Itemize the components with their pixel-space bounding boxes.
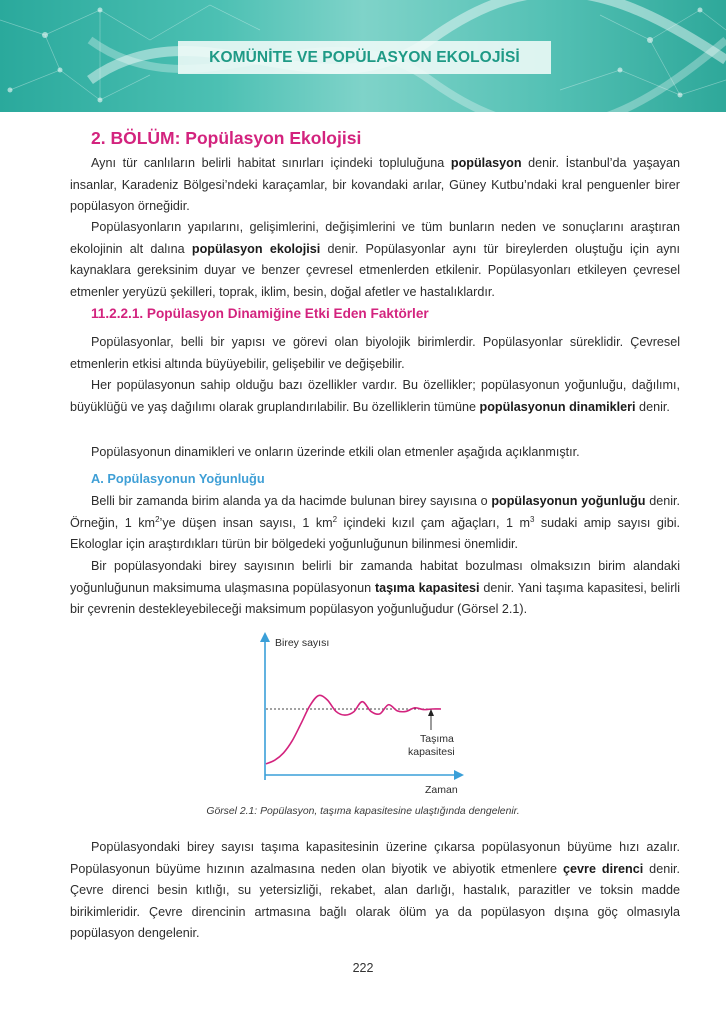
paragraph-7 (70, 556, 680, 621)
text: Popülasyonlar, belli bir yapısı ve görevi olan biyolojik birimlerdir. Popülasyonlar süreklidir. Çevresel etmenlerin etkisi altında büyüyebilir, gelişebilir ve değişebilir. (70, 335, 680, 371)
carrying-capacity-chart (248, 630, 478, 800)
text: denir. Popülasyonlar aynı tür bireylerden oluştuğu için aynı kaynaklara gereksinim duyar ve benzer çevresel etmenlerden etkilenir. Popülasyonları etkileyen çevresel etmenler yeryüzü şekilleri, toprak, iklim, besin, doğal afetler ve hastalıklardır. (70, 241, 681, 299)
x-axis-label: Zaman (425, 784, 458, 796)
chapter-title: KOMÜNİTE VE POPÜLASYON EKOLOJİSİ (209, 48, 520, 66)
section-title: 2. BÖLÜM: Popülasyon Ekolojisi (91, 128, 362, 148)
subheading-populasyon-dinamigi: 11.2.2.1. Popülasyon Dinamiğine Etki Eden Faktörler (91, 306, 429, 321)
term-cevre-direnci: çevre direnci (563, 861, 644, 876)
term-populasyon: popülasyon (450, 156, 522, 170)
term-populasyon-ekolojisi: popülasyon ekolojisi (191, 241, 321, 256)
term-tasima-kapasitesi: taşıma kapasitesi (374, 580, 480, 595)
text: denir. Yani taşıma kapasitesi, belirli bir çevrenin destekleyebileceği maksimum popülasyon yoğunluğudur (Görsel 2.1). (70, 580, 680, 616)
text: Popülasyondaki birey sayısı taşıma kapasitesinin üzerine çıkarsa popülasyonun büyüme hızı azalır. Popülasyonun büyüme hızının azalmasına neden olan biyotik ve abiyotik etmenlere (70, 840, 680, 876)
paragraph-6 (70, 491, 680, 556)
annotation-line-1: Taşıma (420, 733, 454, 745)
annotation-line-2: kapasitesi (408, 746, 455, 758)
paragraph-3 (70, 332, 680, 375)
text: Popülasyonların yapılarını, gelişimlerini, değişimlerini ve tüm bunların neden ve sonuçlarını araştıran ekolojinin alt dalına (70, 220, 680, 256)
superscript: 2 (332, 514, 338, 524)
text: denir. Çevre direnci besin kıtlığı, su yetersizliği, rekabet, alan darlığı, hastalık, parazitler ve toksin madde birikimleridir. Çevre direncinin artmasına bağlı olarak ölüm ya da popülasyon dışına göç olmasıyla popülasyon dengelenir. (70, 861, 680, 940)
text: Her popülasyonun sahip olduğu bazı özellikler vardır. Bu özellikler; popülasyonun yoğunluğu, dağılımı, büyüklüğü ve yaş dağılımı olarak gruplandırılabilir. Bu özelliklerin tümüne (70, 378, 680, 414)
term-populasyon-dinamikleri: popülasyonun dinamikleri (479, 399, 636, 414)
superscript: 2 (155, 514, 160, 524)
text: denir. İstanbul’da yaşayan insanlar, Karadeniz Bölgesi’ndeki karaçamlar, bir kovandaki arılar, Güney Kutbu’ndaki kral penguenler birer popülasyon örneğidir. (70, 156, 680, 213)
y-axis-arrow (260, 632, 270, 642)
paragraph-2 (70, 217, 680, 303)
paragraph-8 (70, 837, 680, 945)
paragraph-5 (70, 442, 680, 464)
superscript: 3 (529, 514, 535, 524)
subheading-populasyon-yogunlugu: A. Popülasyonun Yoğunluğu (91, 471, 265, 486)
y-axis-label: Birey sayısı (275, 637, 330, 649)
text: içindeki kızıl çam ağaçları, 1 m (337, 515, 530, 530)
figure-caption: Görsel 2.1: Popülasyon, taşıma kapasitesine ulaştığında dengelenir. (206, 806, 520, 817)
paragraph-1 (70, 153, 680, 218)
text: sudaki amip sayısı gibi. Ekologlar için araştırdıkları türün bir bölgedeki yoğunluğunun bilinmesi önemlidir. (70, 515, 681, 551)
x-axis-arrow (454, 770, 464, 780)
chapter-banner (0, 0, 726, 112)
text: denir. (635, 399, 670, 414)
text: ’ye düşen insan sayısı, 1 km (159, 515, 333, 530)
paragraph-4 (70, 375, 680, 418)
text: Bir popülasyondaki birey sayısının belirli bir zamanda habitat bozulması olmaksızın birim alandaki yoğunluğunun maksimuma ulaşmasına popülasyonun (70, 559, 680, 595)
figure-carrying-capacity (248, 630, 478, 800)
text: Belli bir zamanda birim alanda ya da hacimde bulunan birey sayısına o (91, 494, 492, 508)
text: Aynı tür canlıların belirli habitat sınırları içindeki topluluğuna (91, 156, 451, 170)
term-populasyon-yogunlugu: popülasyonun yoğunluğu (491, 494, 646, 508)
text: Popülasyonun dinamikleri ve onların üzerinde etkili olan etmenler aşağıda açıklanmıştır. (91, 445, 580, 459)
page-number: 222 (352, 961, 374, 975)
text: denir. Örneğin, 1 km (70, 494, 680, 530)
banner-title-box (178, 41, 551, 74)
